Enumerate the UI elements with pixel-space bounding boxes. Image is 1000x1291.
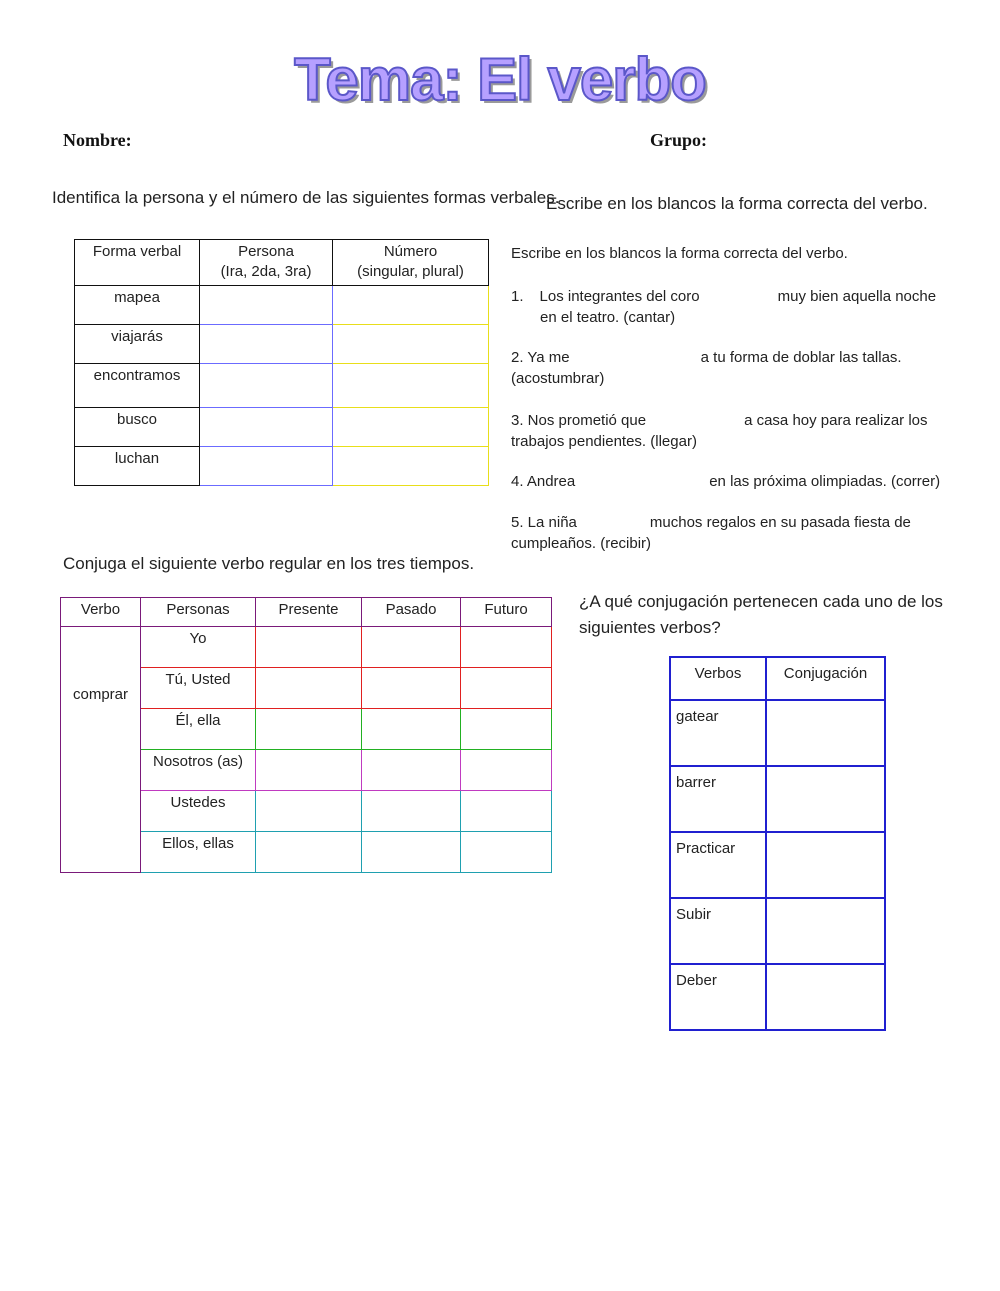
pasado-answer-cell[interactable]	[362, 709, 461, 750]
presente-answer-cell[interactable]	[256, 791, 362, 832]
presente-answer-cell[interactable]	[256, 627, 362, 668]
persona-answer-cell[interactable]	[200, 363, 333, 407]
verb-cell: comprar	[61, 627, 141, 873]
header-conjugacion: Conjugación	[766, 657, 885, 700]
conjugation-answer-cell[interactable]	[766, 700, 885, 766]
exercise-item-5: 5. La niña muchos regalos en su pasada fiesta de cumpleaños. (recibir)	[511, 514, 911, 552]
persona-answer-cell[interactable]	[200, 324, 333, 363]
conjugate-instruction: Conjuga el siguiente verbo regular en los tres tiempos.	[63, 554, 475, 573]
pasado-answer-cell[interactable]	[362, 627, 461, 668]
header-numero: Número (singular, plural)	[333, 240, 489, 286]
verb-form-cell: busco	[75, 407, 200, 446]
pasado-answer-cell[interactable]	[362, 668, 461, 709]
identify-table	[74, 239, 489, 486]
numero-answer-cell[interactable]	[333, 285, 489, 324]
header-persona: Persona (Ira, 2da, 3ra)	[200, 240, 333, 286]
person-cell: Yo	[141, 627, 256, 668]
pasado-answer-cell[interactable]	[362, 832, 461, 873]
conjugation-question: ¿A qué conjugación pertenecen cada uno de los siguientes verbos?	[579, 592, 943, 637]
verb-form-cell: encontramos	[75, 363, 200, 407]
header-pasado: Pasado	[362, 598, 461, 627]
conjugation-answer-cell[interactable]	[766, 964, 885, 1030]
futuro-answer-cell[interactable]	[461, 709, 552, 750]
numero-answer-cell[interactable]	[333, 407, 489, 446]
pasado-answer-cell[interactable]	[362, 791, 461, 832]
person-cell: Ellos, ellas	[141, 832, 256, 873]
verb-name-cell: Subir	[670, 898, 766, 964]
verb-form-cell: luchan	[75, 446, 200, 485]
verb-form-cell: viajarás	[75, 324, 200, 363]
header-forma-verbal: Forma verbal	[75, 240, 200, 286]
verb-name-cell: Practicar	[670, 832, 766, 898]
numero-answer-cell[interactable]	[333, 446, 489, 485]
header-verbos: Verbos	[670, 657, 766, 700]
verb-name-cell: Deber	[670, 964, 766, 1030]
persona-answer-cell[interactable]	[200, 407, 333, 446]
numero-answer-cell[interactable]	[333, 363, 489, 407]
person-cell: Él, ella	[141, 709, 256, 750]
exercise-item-3: 3. Nos prometió que a casa hoy para realizar los trabajos pendientes. (llegar)	[511, 412, 928, 450]
verb-form-cell: mapea	[75, 285, 200, 324]
person-cell: Ustedes	[141, 791, 256, 832]
persona-answer-cell[interactable]	[200, 285, 333, 324]
name-label: Nombre:	[63, 130, 132, 150]
conjugation-answer-cell[interactable]	[766, 766, 885, 832]
verb-conjugation-table	[669, 656, 886, 1031]
presente-answer-cell[interactable]	[256, 832, 362, 873]
header-presente: Presente	[256, 598, 362, 627]
futuro-answer-cell[interactable]	[461, 791, 552, 832]
exercise-item-4: 4. Andrea en las próxima olimpiadas. (correr)	[511, 473, 941, 490]
persona-answer-cell[interactable]	[200, 446, 333, 485]
page-title: Tema: El verbo	[294, 46, 706, 113]
exercise-item-2: 2. Ya me a tu forma de doblar las tallas. (acostumbrar)	[511, 349, 902, 387]
identify-instruction: Identifica la persona y el número de las siguientes formas verbales.	[52, 188, 560, 207]
header-futuro: Futuro	[461, 598, 552, 627]
futuro-answer-cell[interactable]	[461, 832, 552, 873]
verb-name-cell: gatear	[670, 700, 766, 766]
conjugation-table	[60, 597, 552, 873]
person-cell: Tú, Usted	[141, 668, 256, 709]
header-verbo: Verbo	[61, 598, 141, 627]
conjugation-answer-cell[interactable]	[766, 898, 885, 964]
pasado-answer-cell[interactable]	[362, 750, 461, 791]
group-label: Grupo:	[650, 130, 708, 150]
presente-answer-cell[interactable]	[256, 750, 362, 791]
exercise-item-1: 1. Los integrantes del coro muy bien aquella noche en el teatro. (cantar)	[511, 288, 937, 326]
presente-answer-cell[interactable]	[256, 709, 362, 750]
futuro-answer-cell[interactable]	[461, 668, 552, 709]
presente-answer-cell[interactable]	[256, 668, 362, 709]
verb-name-cell: barrer	[670, 766, 766, 832]
numero-answer-cell[interactable]	[333, 324, 489, 363]
fill-blanks-heading: Escribe en los blancos la forma correcta del verbo.	[546, 194, 928, 213]
person-cell: Nosotros (as)	[141, 750, 256, 791]
fill-blanks-subheading: Escribe en los blancos la forma correcta del verbo.	[511, 245, 848, 262]
futuro-answer-cell[interactable]	[461, 627, 552, 668]
header-personas: Personas	[141, 598, 256, 627]
conjugation-answer-cell[interactable]	[766, 832, 885, 898]
futuro-answer-cell[interactable]	[461, 750, 552, 791]
